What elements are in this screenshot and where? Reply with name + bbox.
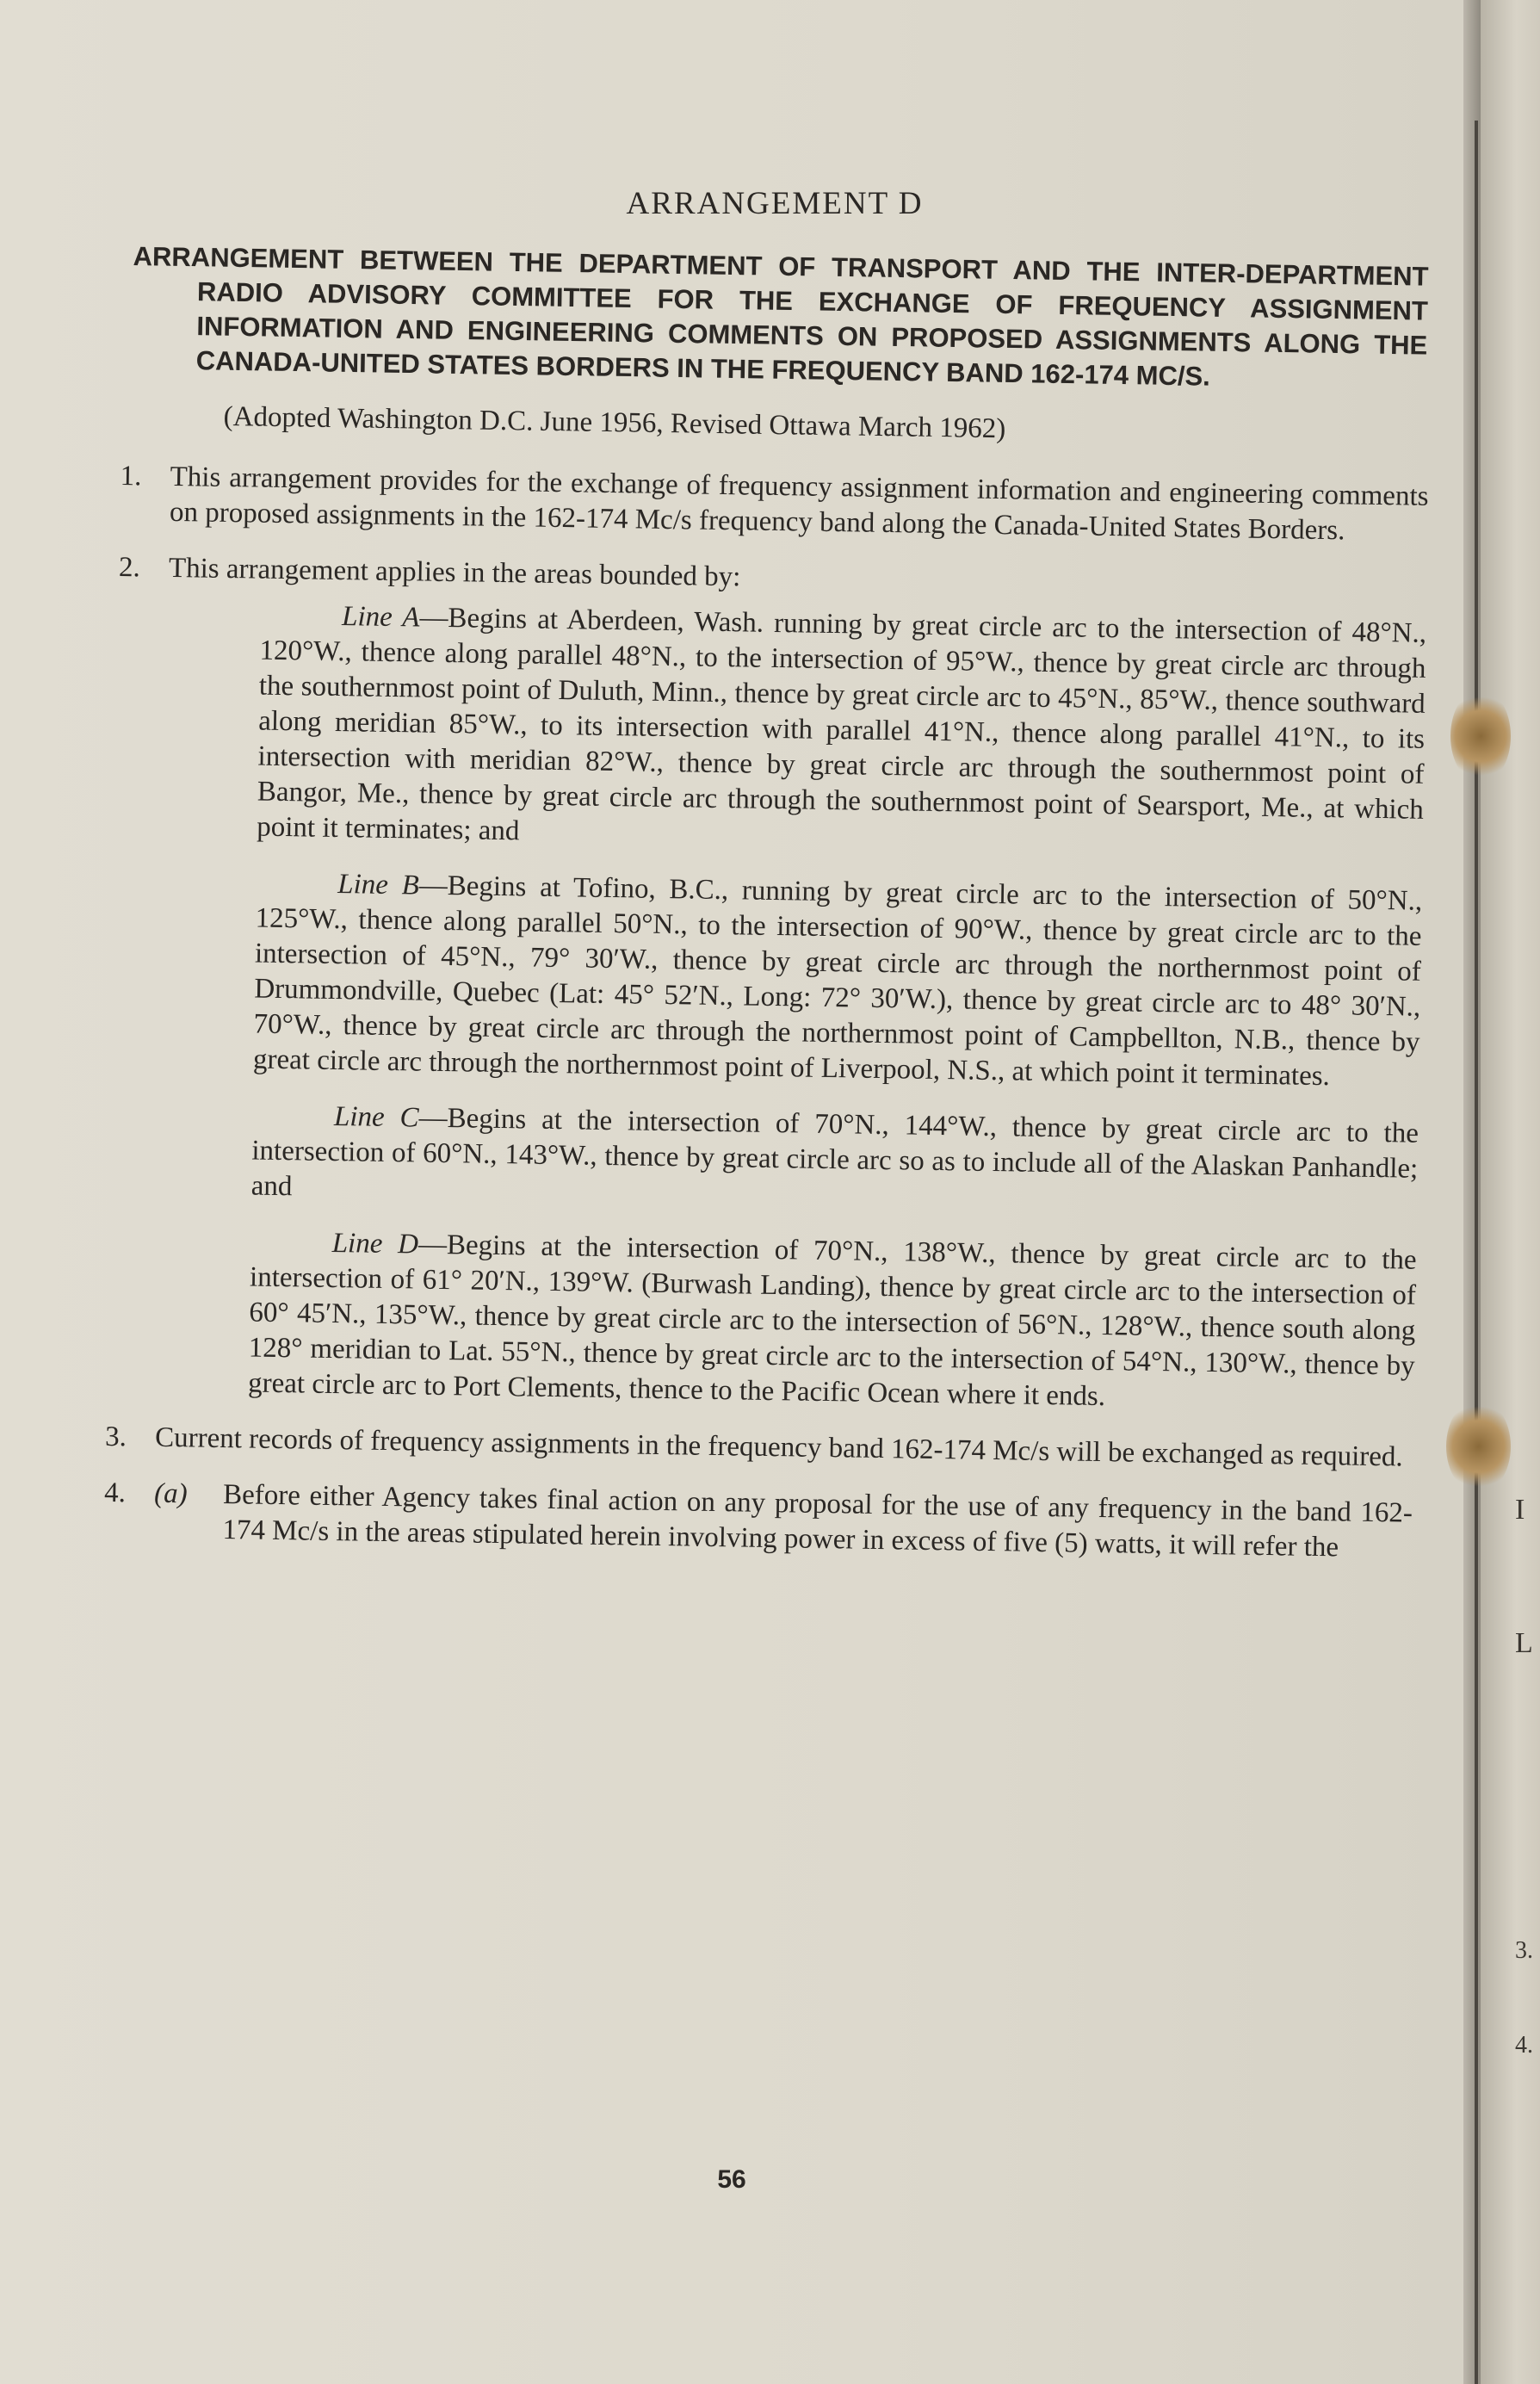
- numbered-paragraph: [103, 1476, 1413, 1567]
- line-label: Line D: [331, 1227, 419, 1260]
- paragraph-text: This arrangement provides for the exchange of frequency assignment information and engineering comments on proposed assignments in the 162-174 Mc/s frequency band along the Canada-United States Borders.: [169, 461, 1429, 547]
- adjacent-page-text: 4.: [1515, 2032, 1533, 2059]
- boundary-lines: [248, 598, 1426, 1420]
- body-text: [103, 459, 1429, 1567]
- binding-stain: [1450, 689, 1511, 783]
- numbered-paragraph: [120, 459, 1429, 550]
- binding-stain: [1446, 1399, 1511, 1494]
- boundary-line-d: [248, 1224, 1417, 1419]
- line-label: Line B: [337, 869, 420, 901]
- section-header: ARRANGEMENT D: [626, 186, 924, 221]
- subparagraph-label: (a): [153, 1477, 188, 1510]
- line-description: —Begins at the intersection of 70°N., 144°W., thence by great circle arc to the intersection of 60°N., 143°W., thence by great circle arc so as to include all of the Alaskan Panhandle; and: [250, 1102, 1419, 1203]
- title-text: ARRANGEMENT BETWEEN THE DEPARTMENT OF TRANSPORT AND THE INTER-DEPARTMENT RADIO ADVISORY COMMITTEE FOR THE EXCHANGE OF FREQUENCY ASSIGNMENT INFORMATION AND ENGINEERING COMMENTS ON PROPOSED ASSIGNMENTS ALONG THE CANADA-UNITED STATES BORDERS IN THE FREQUENCY BAND 162-174 MC/S.: [133, 240, 1429, 392]
- boundary-line-c: [250, 1099, 1419, 1223]
- numbered-paragraph: [105, 1420, 1413, 1476]
- adjacent-page-text: I: [1515, 1494, 1525, 1526]
- line-description: —Begins at the intersection of 70°N., 138°W., thence by great circle arc to the intersection of 61° 20′N., 139°W. (Burwash Landing), thence by great circle arc to the intersection of 60° 45′N., 135°W., thence by great circle arc to the intersection of 56°N., 128°W., thence south along 128° meridian to Lat. 55°N., thence by great circle arc to the intersection of 54°N., 130°W., thence by great circle arc to Port Clements, thence to the Pacific Ocean where it ends.: [247, 1229, 1417, 1413]
- boundary-line-b: [253, 866, 1423, 1096]
- line-label: Line A: [341, 601, 420, 634]
- paragraph-text: This arrangement applies in the areas bounded by:: [168, 552, 741, 593]
- page-edge-line: [1475, 121, 1478, 2384]
- paragraph-text: Current records of frequency assignments in the frequency band 162-174 Mc/s will be exchanged as required.: [154, 1421, 1403, 1473]
- paragraph-text: Before either Agency takes final action on any proposal for the use of any frequency in the band 162-174 Mc/s in the areas stipulated herein involving power in excess of five (5) watts, it will refer the: [222, 1479, 1413, 1564]
- adjacent-page-edge: [1481, 0, 1540, 2384]
- paragraph-number: 2.: [118, 551, 141, 584]
- book-spine: [1463, 0, 1481, 2384]
- paragraph-number: 3.: [104, 1421, 127, 1453]
- adjacent-page-text: L: [1515, 1627, 1533, 1659]
- document-title: [131, 239, 1428, 398]
- page-number: 56: [717, 2165, 746, 2194]
- line-label: Line C: [333, 1100, 419, 1134]
- numbered-paragraph: [119, 550, 1427, 606]
- boundary-line-a: [257, 598, 1426, 864]
- subparagraph-marker: [153, 1477, 223, 1548]
- paragraph-number: 4.: [103, 1477, 127, 1509]
- line-description: —Begins at Tofino, B.C., running by great circle arc to the intersection of 50°N., 125°W., thence along parallel 50°N., to the intersection of 90°W., thence by great circle arc to the intersection of 45°N., 79° 30′W., thence by great circle arc through the northernmost point of Drummondville, Quebec (Lat: 45° 52′N., Long: 72° 30′W.), thence by great circle arc to 48° 30′N., 70°W., thence by great circle arc through the northernmost point of Campbellton, N.B., thence by great circle arc through the northernmost point of Liverpool, N.S., at which point it terminates.: [252, 870, 1423, 1093]
- line-description: —Begins at Aberdeen, Wash. running by great circle arc to the intersection of 48°N., 120°W., thence along parallel 48°N., to the intersection of 95°W., thence by great circle arc through the southernmost point of Duluth, Minn., thence by great circle arc to 45°N., 85°W., thence southward along meridian 85°W., to its intersection with parallel 41°N., thence along parallel 41°N., to its intersection with meridian 82°W., thence by great circle arc through the southernmost point of Bangor, Me., thence by great circle arc through the southernmost point of Searsport, Me., at which point it terminates; and: [257, 602, 1427, 847]
- paragraph-number: 1.: [120, 460, 142, 492]
- adoption-note: (Adopted Washington D.C. June 1956, Revised Ottawa March 1962): [223, 401, 1006, 445]
- page-content: [103, 185, 1429, 1567]
- adjacent-page-text: 3.: [1515, 1937, 1533, 1964]
